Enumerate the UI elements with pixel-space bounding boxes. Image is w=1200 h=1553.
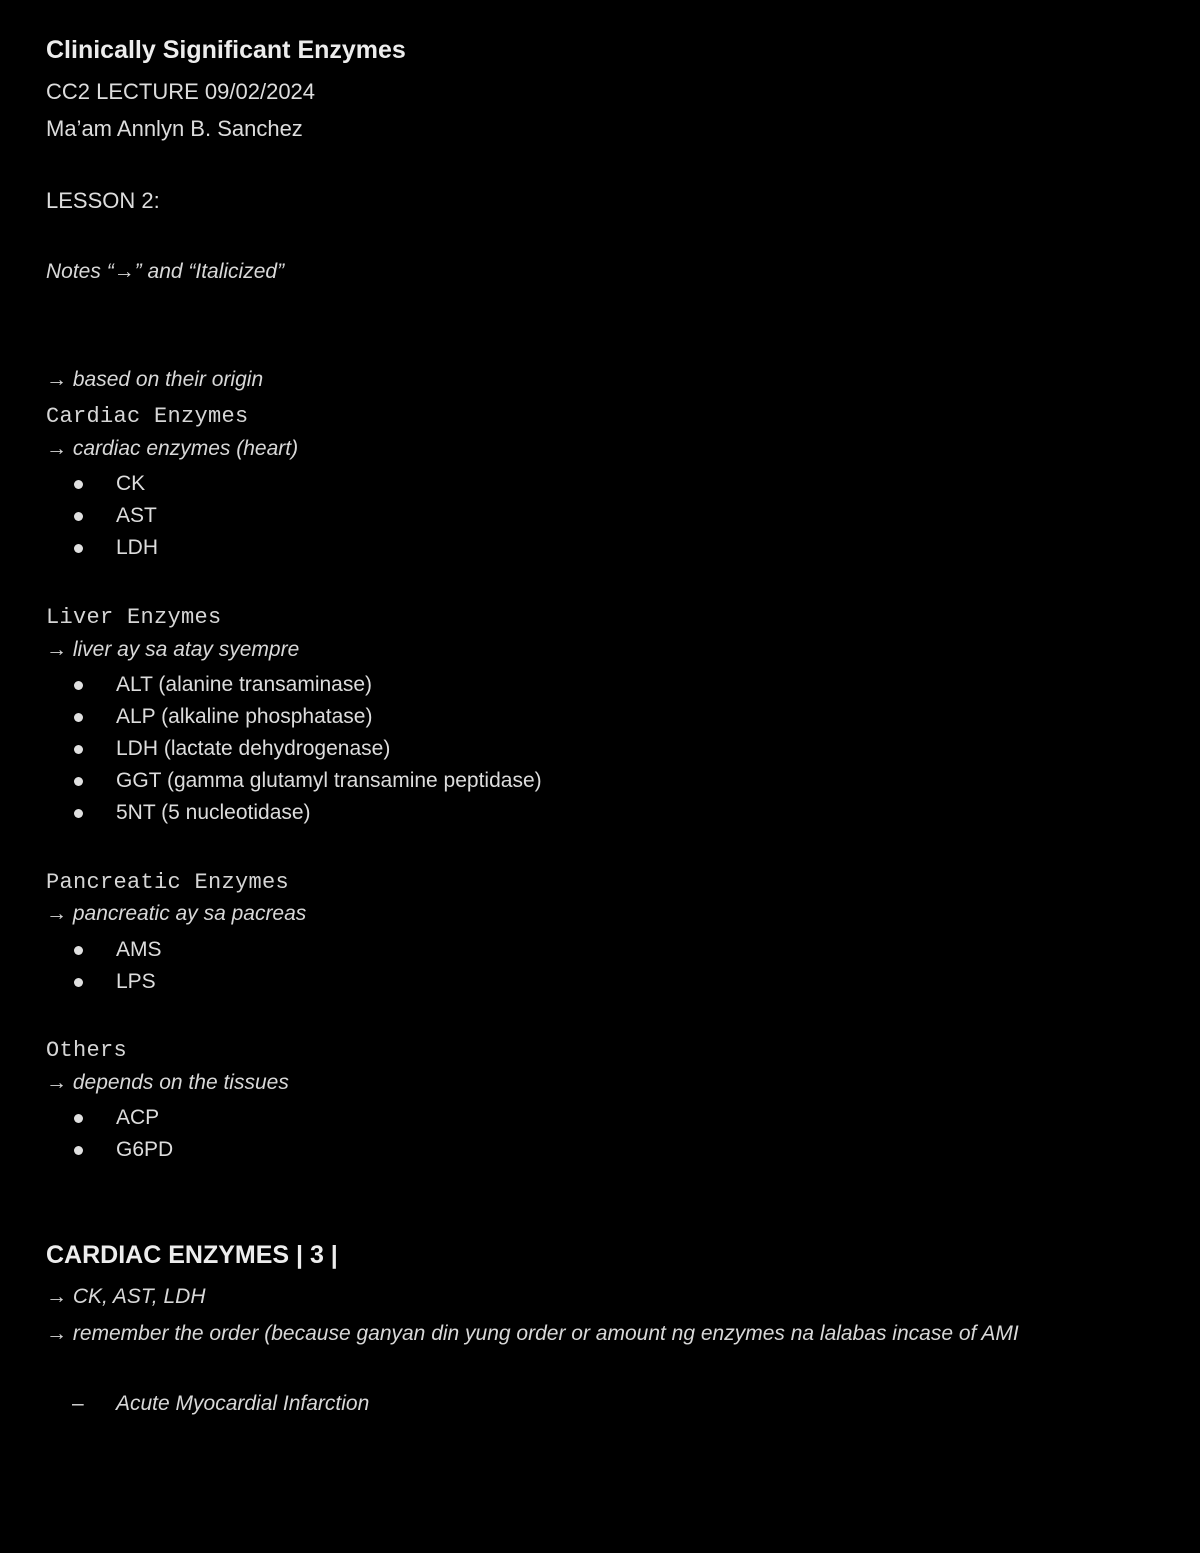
list-item — [70, 468, 158, 500]
section-note-pancreatic: → pancreatic ay sa pacreas — [46, 902, 307, 925]
section-note-others: → depends on the tissues — [46, 1071, 289, 1094]
bullet-icon — [74, 978, 83, 987]
section-note-liver: → liver ay sa atay syempre — [46, 638, 300, 661]
cardiac-section-heading: CARDIAC ENZYMES | 3 | — [46, 1241, 338, 1269]
list-item — [70, 934, 162, 966]
pancreatic-enzyme-list — [70, 934, 162, 998]
list-item-label: ACP — [116, 1106, 160, 1129]
lesson-label: LESSON 2: — [46, 188, 160, 213]
section-heading-liver: Liver Enzymes — [46, 605, 222, 630]
section-heading-cardiac: Cardiac Enzymes — [46, 404, 249, 429]
list-item-label: AMS — [116, 938, 162, 961]
list-item — [70, 1102, 173, 1134]
list-item-label: GGT (gamma glutamyl transamine peptidase) — [116, 769, 542, 792]
list-item-label: 5NT (5 nucleotidase) — [116, 801, 311, 824]
list-item — [70, 765, 542, 797]
ami-definition — [72, 1392, 369, 1416]
cardiac-order-note: → CK, AST, LDH — [46, 1285, 206, 1308]
list-item — [70, 500, 158, 532]
bullet-icon — [74, 512, 83, 521]
cardiac-enzyme-list — [70, 468, 158, 564]
list-item-label: AST — [116, 504, 157, 527]
bullet-icon — [74, 946, 83, 955]
notes-legend: Notes “→” and “Italicized” — [46, 260, 285, 283]
list-item — [70, 701, 542, 733]
bullet-icon — [74, 544, 83, 553]
list-item — [70, 1134, 173, 1166]
bullet-icon — [74, 1146, 83, 1155]
list-item-label: G6PD — [116, 1138, 174, 1161]
bullet-icon — [74, 809, 83, 818]
document-title: Clinically Significant Enzymes — [46, 36, 406, 64]
list-item-label: ALP (alkaline phosphatase) — [116, 705, 373, 728]
bullet-icon — [74, 480, 83, 489]
ami-definition-text: Acute Myocardial Infarction — [116, 1392, 370, 1415]
others-enzyme-list — [70, 1102, 173, 1166]
list-item — [70, 797, 542, 829]
bullet-icon — [74, 713, 83, 722]
cardiac-remember-note: → remember the order (because ganyan din yung order or amount ng enzymes na lalabas incase of AMI — [46, 1322, 1019, 1345]
liver-enzyme-list — [70, 669, 542, 829]
list-item-label: LDH — [116, 536, 159, 559]
bullet-icon — [74, 777, 83, 786]
intro-note: → based on their origin — [46, 368, 264, 391]
list-item-label: ALT (alanine transaminase) — [116, 673, 373, 696]
bullet-icon — [74, 745, 83, 754]
section-heading-others: Others — [46, 1038, 128, 1063]
section-note-cardiac: → cardiac enzymes (heart) — [46, 437, 299, 460]
list-item-label: LPS — [116, 970, 156, 993]
list-item — [70, 733, 542, 765]
list-item — [70, 966, 162, 998]
list-item-label: CK — [116, 472, 146, 495]
list-item — [70, 669, 542, 701]
course-line: CC2 LECTURE 09/02/2024 — [46, 79, 316, 104]
section-heading-pancreatic: Pancreatic Enzymes — [46, 870, 290, 895]
instructor-line: Ma’am Annlyn B. Sanchez — [46, 116, 303, 141]
bullet-icon — [74, 681, 83, 690]
dash-marker: – — [72, 1392, 84, 1415]
list-item-label: LDH (lactate dehydrogenase) — [116, 737, 391, 760]
list-item — [70, 532, 158, 564]
bullet-icon — [74, 1114, 83, 1123]
